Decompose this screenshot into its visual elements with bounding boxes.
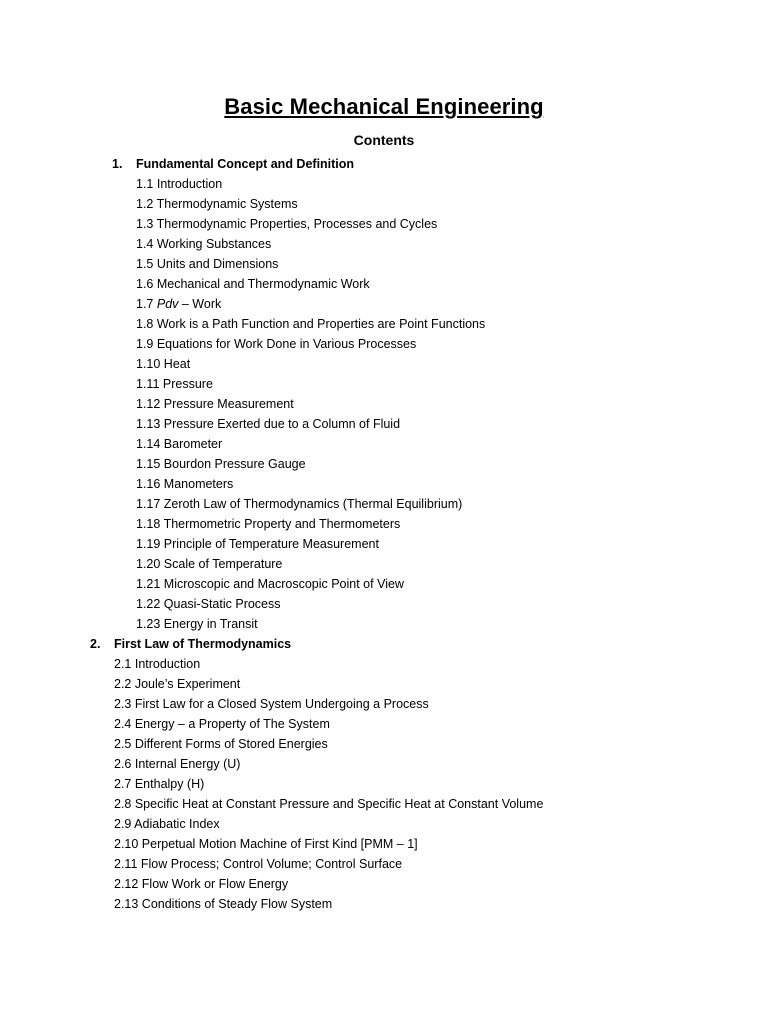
toc-section-item: 1.2 Thermodynamic Systems bbox=[136, 197, 298, 211]
toc-section-item: 1.9 Equations for Work Done in Various Processes bbox=[136, 337, 417, 351]
toc-section-item: 1.8 Work is a Path Function and Properties are Point Functions bbox=[136, 317, 486, 331]
toc-section-item: 2.13 Conditions of Steady Flow System bbox=[114, 897, 333, 911]
document-title: Basic Mechanical Engineering bbox=[224, 94, 544, 119]
toc-section-item: 1.15 Bourdon Pressure Gauge bbox=[136, 457, 306, 471]
toc-section-item: 1.18 Thermometric Property and Thermometers bbox=[136, 517, 401, 531]
chapter-title: First Law of Thermodynamics bbox=[114, 637, 292, 651]
toc-section-item: 2.4 Energy – a Property of The System bbox=[114, 717, 330, 731]
toc-section-item: 2.1 Introduction bbox=[114, 657, 201, 671]
toc-section-item: 1.5 Units and Dimensions bbox=[136, 257, 279, 271]
toc-section-item: 1.7 Pdv – Work bbox=[136, 297, 222, 311]
toc-section-item: 1.14 Barometer bbox=[136, 437, 223, 451]
toc-section-item: 1.10 Heat bbox=[136, 357, 191, 371]
toc-section-item: 1.21 Microscopic and Macroscopic Point of View bbox=[136, 577, 404, 591]
italic-term: Pdv bbox=[156, 297, 179, 311]
toc-section-item: 2.9 Adiabatic Index bbox=[114, 817, 220, 831]
toc-section-item: 1.11 Pressure bbox=[136, 377, 213, 391]
toc-section-item: 2.12 Flow Work or Flow Energy bbox=[114, 877, 289, 891]
toc-section-item: 2.8 Specific Heat at Constant Pressure and Specific Heat at Constant Volume bbox=[114, 797, 544, 811]
toc-section-item: 1.4 Working Substances bbox=[136, 237, 272, 251]
toc-section-item: 2.10 Perpetual Motion Machine of First Kind [PMM – 1] bbox=[114, 837, 418, 851]
toc-section-item: 2.3 First Law for a Closed System Undergoing a Process bbox=[114, 697, 429, 711]
chapter-title: Fundamental Concept and Definition bbox=[136, 157, 355, 171]
toc-section-item: 2.5 Different Forms of Stored Energies bbox=[114, 737, 328, 751]
toc-section-item: 2.6 Internal Energy (U) bbox=[114, 757, 241, 771]
toc-section-item: 1.22 Quasi-Static Process bbox=[136, 597, 281, 611]
toc-section-item: 1.19 Principle of Temperature Measurement bbox=[136, 537, 379, 551]
toc-section-item: 1.23 Energy in Transit bbox=[136, 617, 258, 631]
toc-section-item: 1.12 Pressure Measurement bbox=[136, 397, 294, 411]
toc-section-item: 2.11 Flow Process; Control Volume; Control Surface bbox=[114, 857, 403, 871]
toc-section-item: 1.13 Pressure Exerted due to a Column of Fluid bbox=[136, 417, 401, 431]
toc-section-item: 1.17 Zeroth Law of Thermodynamics (Thermal Equilibrium) bbox=[136, 497, 463, 511]
table-of-contents bbox=[0, 154, 768, 914]
toc-section-item: 1.1 Introduction bbox=[136, 177, 223, 191]
toc-section-item: 2.2 Joule’s Experiment bbox=[114, 677, 241, 691]
toc-section-item: 1.3 Thermodynamic Properties, Processes and Cycles bbox=[136, 217, 438, 231]
toc-section-item: 1.6 Mechanical and Thermodynamic Work bbox=[136, 277, 370, 291]
chapter-number: 1. bbox=[112, 157, 123, 171]
chapter-heading bbox=[0, 154, 768, 174]
toc-section-item: 1.20 Scale of Temperature bbox=[136, 557, 283, 571]
chapter-heading bbox=[0, 634, 768, 654]
toc-section-item: 2.7 Enthalpy (H) bbox=[114, 777, 205, 791]
toc-section-item: 1.16 Manometers bbox=[136, 477, 234, 491]
chapter-number: 2. bbox=[90, 637, 101, 651]
contents-heading: Contents bbox=[353, 132, 415, 148]
